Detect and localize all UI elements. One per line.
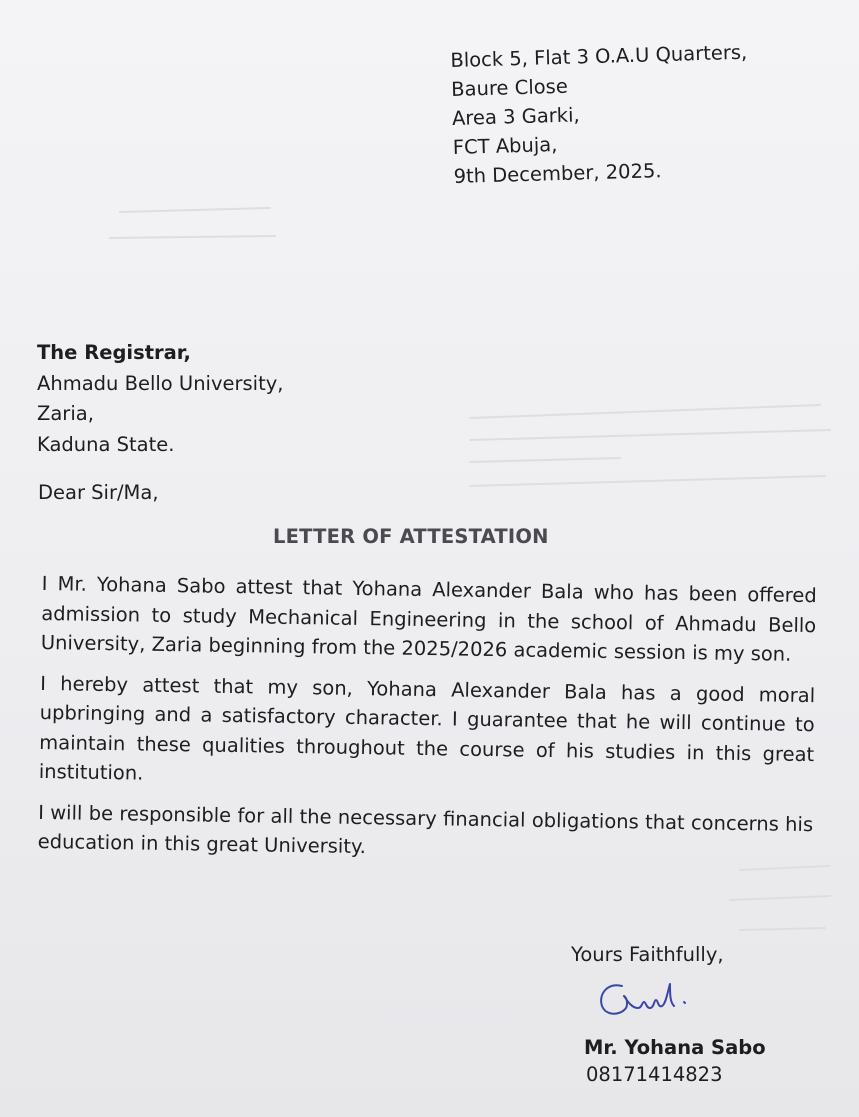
bleed-line [730,896,830,900]
bleed-line [470,405,820,418]
recipient-address [37,338,283,460]
recipient-title: The Registrar, [37,341,191,364]
body-paragraph: I will be responsible for all the necessary financial obligations that concerns his education in this great University. [37,800,814,859]
signature-dot [684,1002,685,1003]
closing: Yours Faithfully, [571,943,724,966]
letter-body [37,569,817,880]
bleed-line [740,928,825,930]
body-paragraph: I Mr. Yohana Sabo attest that Yohana Alexander Bala who has been offered admission to study Mechanical Engineering in the school of Ahmadu Bello University, Zaria beginning from the 2025/2026 academic session is my son. [40,571,817,666]
letter-date: 9th December, 2025. [453,159,662,188]
recipient-line: Zaria, [37,402,94,425]
bleed-line [470,430,830,440]
sender-address-line: Area 3 Garki, [451,103,580,130]
recipient-line: Kaduna State. [37,432,175,456]
bleed-line [120,208,270,212]
sender-address [450,38,751,191]
recipient-line: Ahmadu Bello University, [37,371,284,395]
signature-stroke [624,984,674,1008]
letter-title: LETTER OF ATTESTATION [273,525,549,548]
body-paragraph: I hereby attest that my son, Yohana Alexander Bala has a good moral upbringing and a satisfactory character. I guarantee that he will continue to maintain these qualities throughout the course of his studies in this great institution. [38,671,816,785]
signature-svg [594,972,714,1024]
sender-address-line: FCT Abuja, [452,133,558,159]
sender-address-line: Baure Close [450,74,569,101]
bleed-line [470,458,620,462]
signer-name: Mr. Yohana Sabo [584,1036,766,1059]
handwritten-signature [594,972,714,1024]
bleed-line [470,476,825,486]
signature-stroke [601,985,627,1014]
sender-address-line: Block 5, Flat 3 O.A.U Quarters, [450,40,748,72]
signer-phone: 08171414823 [586,1063,723,1086]
bleed-line [110,236,275,238]
salutation: Dear Sir/Ma, [38,481,159,504]
